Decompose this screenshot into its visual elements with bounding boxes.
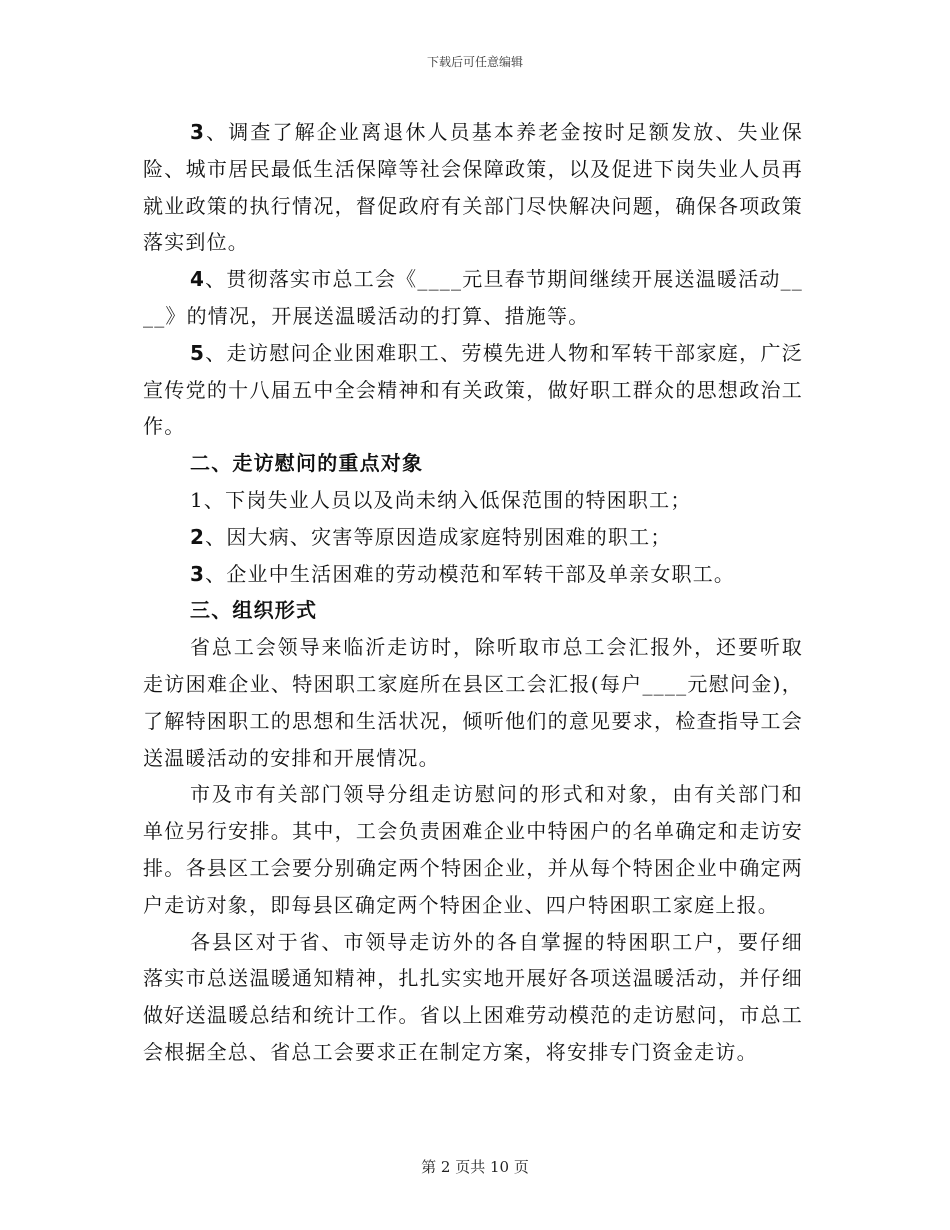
- list-item-3: [143, 556, 803, 593]
- section-heading-2: 二、走访慰问的重点对象: [190, 451, 424, 476]
- list-item-1: 1、下岗失业人员以及尚未纳入低保范围的特困职工；: [190, 487, 692, 512]
- section-heading-3: 三、组织形式: [190, 598, 318, 623]
- item-number: 4: [190, 267, 206, 292]
- list-item-2: [143, 519, 803, 556]
- item-number: 3: [190, 561, 206, 586]
- item-number: 5: [190, 340, 206, 365]
- item-number: 3: [190, 120, 206, 144]
- paragraph-item-4: [143, 261, 803, 335]
- list-item-text: 、因大病、灾害等原因造成家庭特别困难的职工；: [205, 524, 672, 549]
- paragraph-item-5: [143, 335, 803, 445]
- paragraph-text: 、贯彻落实市总工会《____元旦春节期间继续开展送温暖活动____》的情况，开展送温暖活动的打算、措施等。: [143, 267, 803, 328]
- item-number: 2: [190, 524, 206, 549]
- paragraph-text: 、走访慰问企业困难职工、劳模先进人物和军转干部家庭，广泛宣传党的十八届五中全会精神和有关政策，做好职工群众的思想政治工作。: [143, 340, 803, 439]
- page-header: 下载后可任意编辑: [426, 55, 523, 69]
- page-footer: 第 2 页共 10 页: [421, 1158, 529, 1176]
- list-item-text: 、企业中生活困难的劳动模范和军转干部及单亲女职工。: [205, 561, 736, 586]
- paragraph-organization-a: 省总工会领导来临沂走访时，除听取市总工会汇报外，还要听取走访困难企业、特困职工家庭所在县区工会汇报(每户____元慰问金)，了解特困职工的思想和生活状况，倾听他们的意见要求，检查指导工会送温暖活动的安排和开展情况。: [143, 635, 803, 770]
- document-body: [143, 114, 803, 1071]
- paragraph-text: 、调查了解企业离退休人员基本养老金按时足额发放、失业保险、城市居民最低生活保障等社会保障政策，以及促进下岗失业人员再就业政策的执行情况，督促政府有关部门尽快解决问题，确保各项政策落实到位。: [143, 120, 803, 255]
- paragraph-item-3: [143, 114, 803, 261]
- paragraph-organization-b: 市及市有关部门领导分组走访慰问的形式和对象，由有关部门和单位另行安排。其中，工会负责困难企业中特困户的名单确定和走访安排。各县区工会要分别确定两个特困企业，并从每个特困企业中确定两户走访对象，即每县区确定两个特困企业、四户特困职工家庭上报。: [143, 782, 803, 917]
- paragraph-organization-c: 各县区对于省、市领导走访外的各自掌握的特困职工户，要仔细落实市总送温暖通知精神，扎扎实实地开展好各项送温暖活动，并仔细做好送温暖总结和统计工作。省以上困难劳动模范的走访慰问，市总工会根据全总、省总工会要求正在制定方案，将安排专门资金走访。: [143, 929, 803, 1064]
